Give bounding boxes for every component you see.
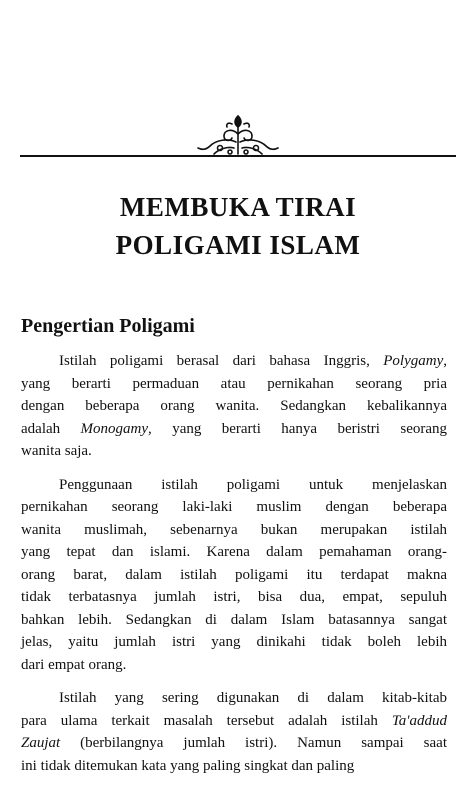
ornament-icon bbox=[190, 112, 286, 158]
text-line bbox=[21, 755, 447, 778]
italic-term: Polygamy bbox=[383, 353, 444, 369]
text-run: para ulama terkait masalah tersebut adalah istilah bbox=[21, 712, 392, 729]
body-text bbox=[21, 350, 447, 788]
text-run: , bbox=[443, 353, 447, 369]
text-line bbox=[21, 350, 447, 373]
text-run: pernikahan seorang laki-laki muslim dengan beberapa bbox=[21, 499, 447, 515]
paragraph bbox=[21, 687, 447, 777]
text-run: Istilah yang sering digunakan di dalam kitab-kitab bbox=[59, 690, 447, 706]
text-run: bahkan lebih. Sedangkan di dalam Islam batasannya sangat bbox=[21, 611, 447, 628]
paragraph bbox=[21, 474, 447, 677]
text-line bbox=[21, 710, 447, 733]
text-run: jelas, yaitu jumlah istri yang dinikahi tidak boleh lebih bbox=[21, 634, 447, 650]
text-line bbox=[21, 373, 447, 396]
text-run: tidak terbatasnya jumlah istri, bisa dua, empat, sepuluh bbox=[21, 589, 447, 605]
chapter-title bbox=[0, 188, 476, 264]
italic-term: Monogamy bbox=[80, 420, 149, 437]
text-line bbox=[21, 654, 447, 677]
text-line bbox=[21, 519, 447, 542]
chapter-title-line-2: POLIGAMI ISLAM bbox=[115, 230, 361, 260]
text-line bbox=[21, 631, 447, 654]
text-line bbox=[21, 609, 447, 632]
text-run: ini tidak ditemukan kata yang paling singkat dan paling bbox=[21, 757, 355, 774]
text-run: wanita saja. bbox=[21, 443, 92, 459]
text-run: Penggunaan istilah poligami untuk menjelaskan bbox=[59, 476, 447, 493]
text-run: yang tepat dan islami. Karena dalam pemahaman orang- bbox=[21, 544, 447, 560]
text-run: Istilah poligami berasal dari bahasa Inggris, bbox=[59, 353, 384, 369]
text-run: yang berarti permaduan atau pernikahan seorang pria bbox=[21, 375, 447, 392]
text-line bbox=[21, 732, 447, 755]
section-heading: Pengertian Poligami bbox=[21, 315, 195, 337]
text-line bbox=[21, 440, 447, 463]
italic-term: Ta'addud bbox=[391, 712, 447, 729]
text-line bbox=[21, 395, 447, 418]
paragraph bbox=[21, 350, 447, 463]
header-rule bbox=[20, 155, 456, 157]
chapter-title-line-1: MEMBUKA TIRAI bbox=[119, 192, 357, 222]
text-line bbox=[21, 496, 447, 519]
text-line bbox=[21, 418, 447, 441]
text-line bbox=[21, 541, 447, 564]
text-run: dengan beberapa orang wanita. Sedangkan kebalikannya bbox=[21, 398, 447, 414]
text-line bbox=[21, 687, 447, 710]
text-line bbox=[21, 564, 447, 587]
text-run: wanita muslimah, sebenarnya bukan merupakan istilah bbox=[21, 521, 447, 538]
text-run: (berbilangnya jumlah istri). Namun sampai saat bbox=[60, 735, 447, 751]
italic-term: Zaujat bbox=[21, 735, 61, 751]
text-run: , yang berarti hanya beristri seorang bbox=[148, 420, 448, 437]
text-run: adalah bbox=[21, 420, 81, 437]
text-run: dari empat orang. bbox=[21, 656, 127, 673]
text-line bbox=[21, 586, 447, 609]
text-run: orang barat, dalam istilah poligami itu terdapat makna bbox=[21, 566, 447, 583]
text-line bbox=[21, 474, 447, 497]
